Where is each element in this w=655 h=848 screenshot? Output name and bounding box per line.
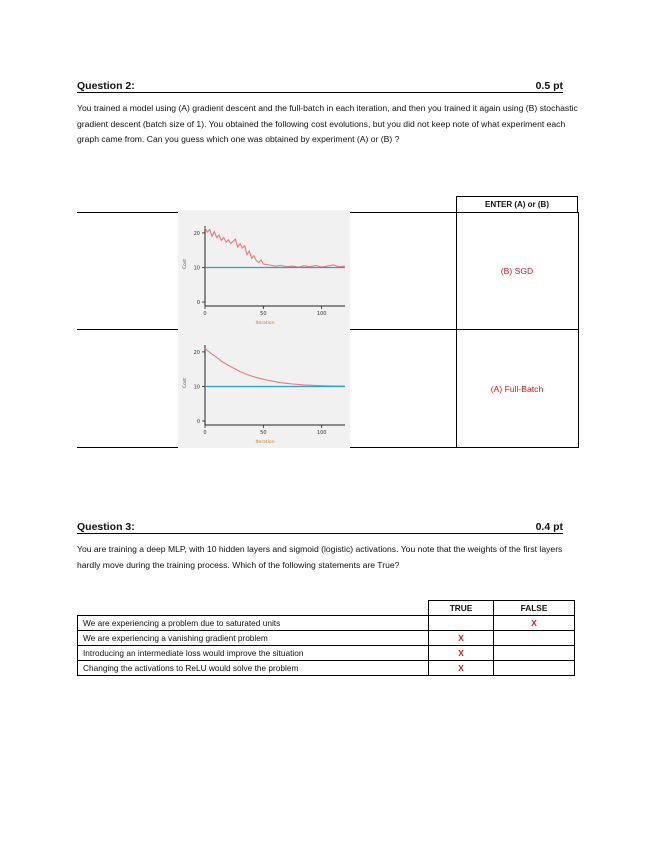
y-tick-label: 10: [193, 384, 200, 391]
false-checkbox-cell[interactable]: [494, 646, 575, 661]
x-tick-label: 50: [260, 311, 267, 317]
question-3-text: You are training a deep MLP, with 10 hidden layers and sigmoid (logistic) activations. You note that the weights of the first layers hardly move during the training process. Which of the following statements are True?: [77, 544, 563, 570]
question-2-title: Question 2:: [77, 80, 135, 92]
question-3-statements-table: [77, 600, 575, 676]
question-2-header: [77, 79, 563, 93]
true-checkbox-cell[interactable]: X: [429, 661, 494, 676]
statement-text: We are experiencing a vanishing gradient problem: [78, 631, 429, 646]
x-tick-label: 50: [260, 430, 267, 436]
statement-text: Introducing an intermediate loss would improve the situation: [78, 646, 429, 661]
table-header-row: [78, 601, 575, 616]
table-row: [78, 631, 575, 646]
true-checkbox-cell[interactable]: [429, 616, 494, 631]
table-row: [78, 616, 575, 631]
cost-chart-2: [178, 329, 350, 448]
false-checkbox-cell[interactable]: [494, 661, 575, 676]
table-header-blank: [78, 601, 429, 616]
cost-chart-1: [178, 210, 350, 329]
table-column-divider: [456, 212, 457, 448]
statement-text: Changing the activations to ReLU would solve the problem: [78, 661, 429, 676]
x-axis-label: Iteration: [255, 321, 275, 326]
table-row: [78, 661, 575, 676]
question-3-title: Question 3:: [77, 521, 135, 533]
answer-graph-1[interactable]: (B) SGD: [500, 266, 534, 276]
y-axis-label: Cost: [183, 258, 188, 270]
y-tick-label: 20: [193, 230, 200, 237]
y-tick-label: 20: [193, 349, 200, 356]
question-2-points: 0.5 pt: [535, 80, 563, 92]
y-tick-label: 0: [196, 419, 200, 425]
question-3-points: 0.4 pt: [535, 521, 563, 533]
statement-text: We are experiencing a problem due to saturated units: [78, 616, 429, 631]
true-checkbox-cell[interactable]: X: [429, 646, 494, 661]
column-false-header: FALSE: [494, 601, 575, 616]
cost-graphs-image: [178, 210, 350, 448]
x-tick-label: 0: [203, 311, 207, 317]
y-tick-label: 0: [196, 300, 200, 306]
question-3-header: [77, 520, 563, 534]
question-2-text: You trained a model using (A) gradient descent and the full-batch in each iteration, and then you trained it again using (B) stochastic gradient descent (batch size of 1). You obtained the following cost evolutions, but you did not keep note of what experiment each graph came from. Can you guess which one was obtained by experiment (A) or (B) ?: [77, 103, 578, 144]
false-checkbox-cell[interactable]: [494, 631, 575, 646]
x-tick-label: 100: [316, 430, 327, 436]
x-tick-label: 0: [203, 430, 207, 436]
series-cost-line: [205, 349, 345, 387]
y-tick-label: 10: [193, 265, 200, 272]
answer-graph-2[interactable]: (A) Full-Batch: [490, 384, 544, 394]
y-axis-label: Cost: [183, 377, 188, 389]
table-row: [78, 646, 575, 661]
true-checkbox-cell[interactable]: X: [429, 631, 494, 646]
answer-column-header: ENTER (A) or (B): [456, 196, 578, 213]
column-true-header: TRUE: [429, 601, 494, 616]
x-tick-label: 100: [316, 311, 327, 317]
x-axis-label: Iteration: [255, 440, 275, 445]
series-cost-line: [205, 228, 345, 267]
false-checkbox-cell[interactable]: X: [494, 616, 575, 631]
table-column-divider: [578, 212, 579, 448]
